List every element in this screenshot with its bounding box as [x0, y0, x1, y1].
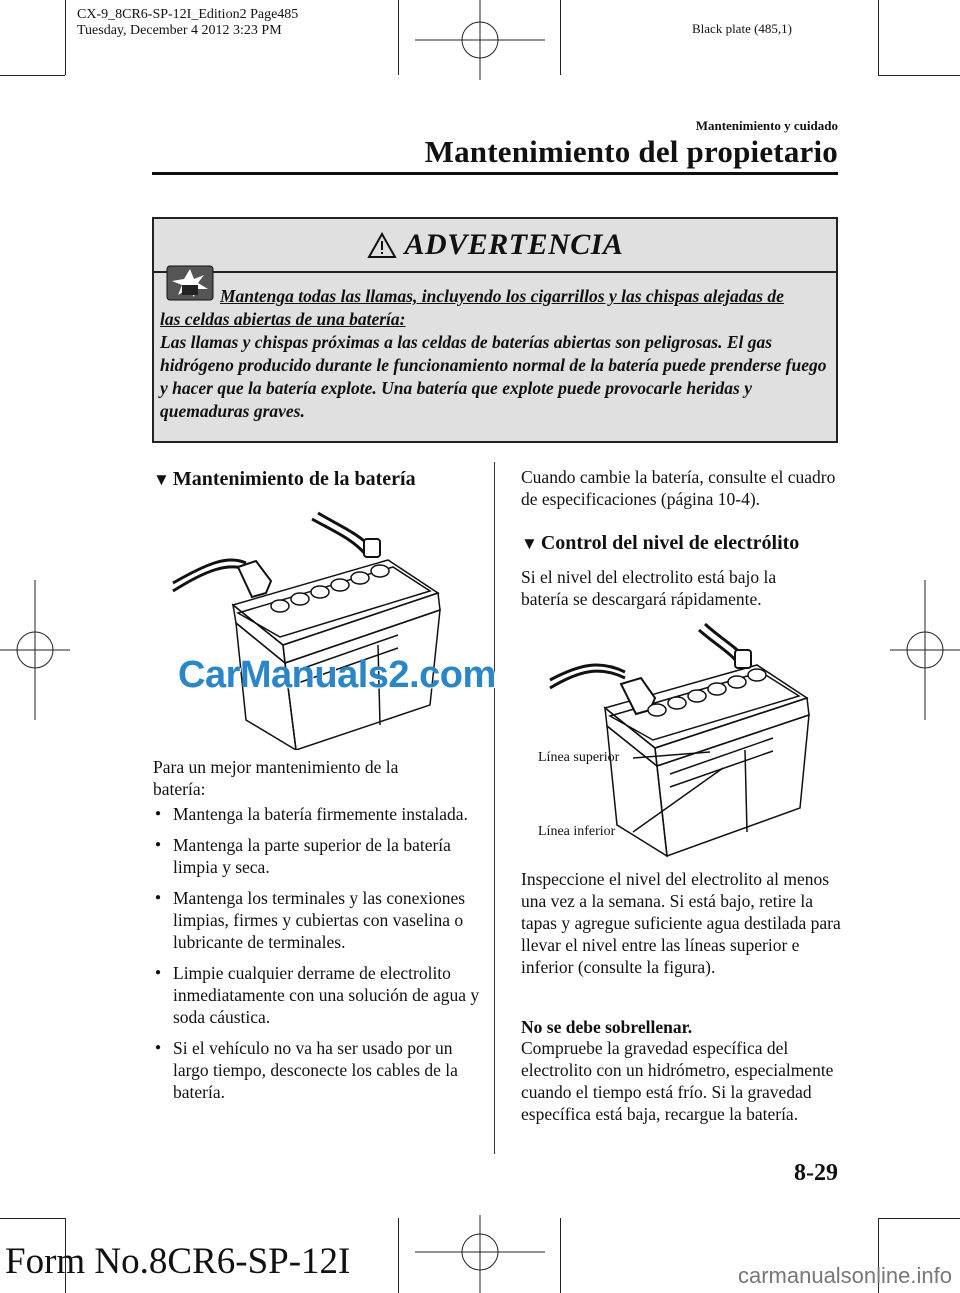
page-number: 8-29 — [794, 1160, 838, 1186]
explosion-icon — [166, 265, 214, 301]
section-triangle-icon: ▼ — [521, 534, 538, 553]
crop-mark — [560, 0, 561, 75]
warning-box — [152, 217, 838, 443]
upper-line-label: Línea superior — [538, 750, 620, 765]
chapter-title: Mantenimiento y cuidado — [695, 118, 838, 133]
battery-illustration — [168, 505, 468, 750]
site-watermark: carmanualsonline.info — [737, 1263, 952, 1288]
crop-mark — [560, 1218, 561, 1293]
warning-lead-line2: las celdas abiertas de una batería: — [160, 309, 406, 329]
electrolyte-title: Control del nivel de electrólito — [540, 532, 800, 554]
list-item: ● Si el vehículo no va ha ser usado por un largo tiempo, desconecte los cables de la batería. — [153, 1037, 483, 1103]
list-item: ● Mantenga los terminales y las conexiones limpias, firmes y cubiertas con vaselina o lubricante de terminales. — [153, 887, 483, 953]
crop-mark — [0, 75, 65, 76]
warning-text: Las llamas y chispas próximas a las celdas de baterías abiertas son peligrosas. El gas hidrógeno producido durante le funcionamiento normal de la batería puede prenderse fuego y hacer que la batería explote. Una batería que explote puede provocarle heridas y quemaduras graves. — [160, 332, 827, 421]
battery-maintenance-heading — [153, 468, 416, 491]
registration-mark-right — [890, 580, 960, 720]
electrolyte-para2: Inspeccione el nivel del electrolito al menos una vez a la semana. Si está bajo, retire la tapas y agregue suficiente agua destilada para llevar el nivel entre las líneas superior e inferior (consulte la figura). — [521, 869, 841, 977]
registration-mark-left — [0, 580, 70, 720]
list-item: ● Limpie cualquier derrame de electrolito inmediatamente con una solución de agua y soda cáustica. — [153, 962, 483, 1028]
crop-mark — [878, 75, 960, 76]
form-number: Form No.8CR6-SP-12I — [5, 1241, 351, 1282]
column-divider — [494, 462, 495, 1154]
crop-mark — [398, 0, 399, 75]
section-triangle-icon: ▼ — [153, 470, 170, 489]
registration-mark-top — [415, 0, 545, 80]
overfill-note: No se debe sobrellenar. — [521, 1017, 693, 1037]
header-rule — [152, 172, 838, 175]
warning-header — [154, 219, 836, 273]
crop-mark — [878, 1218, 960, 1219]
lower-line-label: Línea inferior — [538, 824, 616, 839]
warning-title: ADVERTENCIA — [404, 228, 624, 261]
battery-maintenance-title: Mantenimiento de la batería — [172, 468, 416, 490]
crop-mark — [878, 0, 879, 75]
electrolyte-para3: Compruebe la gravedad específica del electrolito con un hidrómetro, especialmente cuando el tiempo está frío. Si la gravedad específica está baja, recargue la batería. — [521, 1038, 834, 1124]
battery-bullet-list — [153, 803, 483, 1112]
crop-mark — [65, 0, 66, 75]
list-item: ● Mantenga la batería firmemente instalada. — [153, 803, 483, 825]
crop-mark — [398, 1218, 399, 1293]
replacement-intro: Cuando cambie la batería, consulte el cuadro de especificaciones (página 10-4). — [521, 467, 836, 509]
battery-intro: Para un mejor mantenimiento de la batería: — [153, 757, 399, 799]
registration-mark-bottom — [415, 1215, 545, 1293]
crop-mark — [0, 1218, 65, 1219]
plate-date-line: Tuesday, December 4 2012 3:23 PM — [77, 23, 282, 38]
warning-body — [154, 273, 836, 423]
warning-lead-line1: Mantenga todas las llamas, incluyendo los cigarrillos y las chispas alejadas de — [220, 286, 784, 306]
watermark-text: CarManuals2.com — [178, 654, 496, 696]
electrolyte-para1: Si el nivel del electrolito está bajo la batería se descargará rápidamente. — [521, 567, 777, 609]
black-plate-label: Black plate (485,1) — [692, 21, 792, 36]
warning-triangle-icon — [367, 232, 397, 259]
electrolyte-heading — [521, 532, 799, 555]
plate-file-line: CX-9_8CR6-SP-12I_Edition2 Page485 — [77, 7, 299, 22]
section-title: Mantenimiento del propietario — [424, 134, 838, 169]
list-item: ● Mantenga la parte superior de la batería limpia y seca. — [153, 834, 483, 878]
